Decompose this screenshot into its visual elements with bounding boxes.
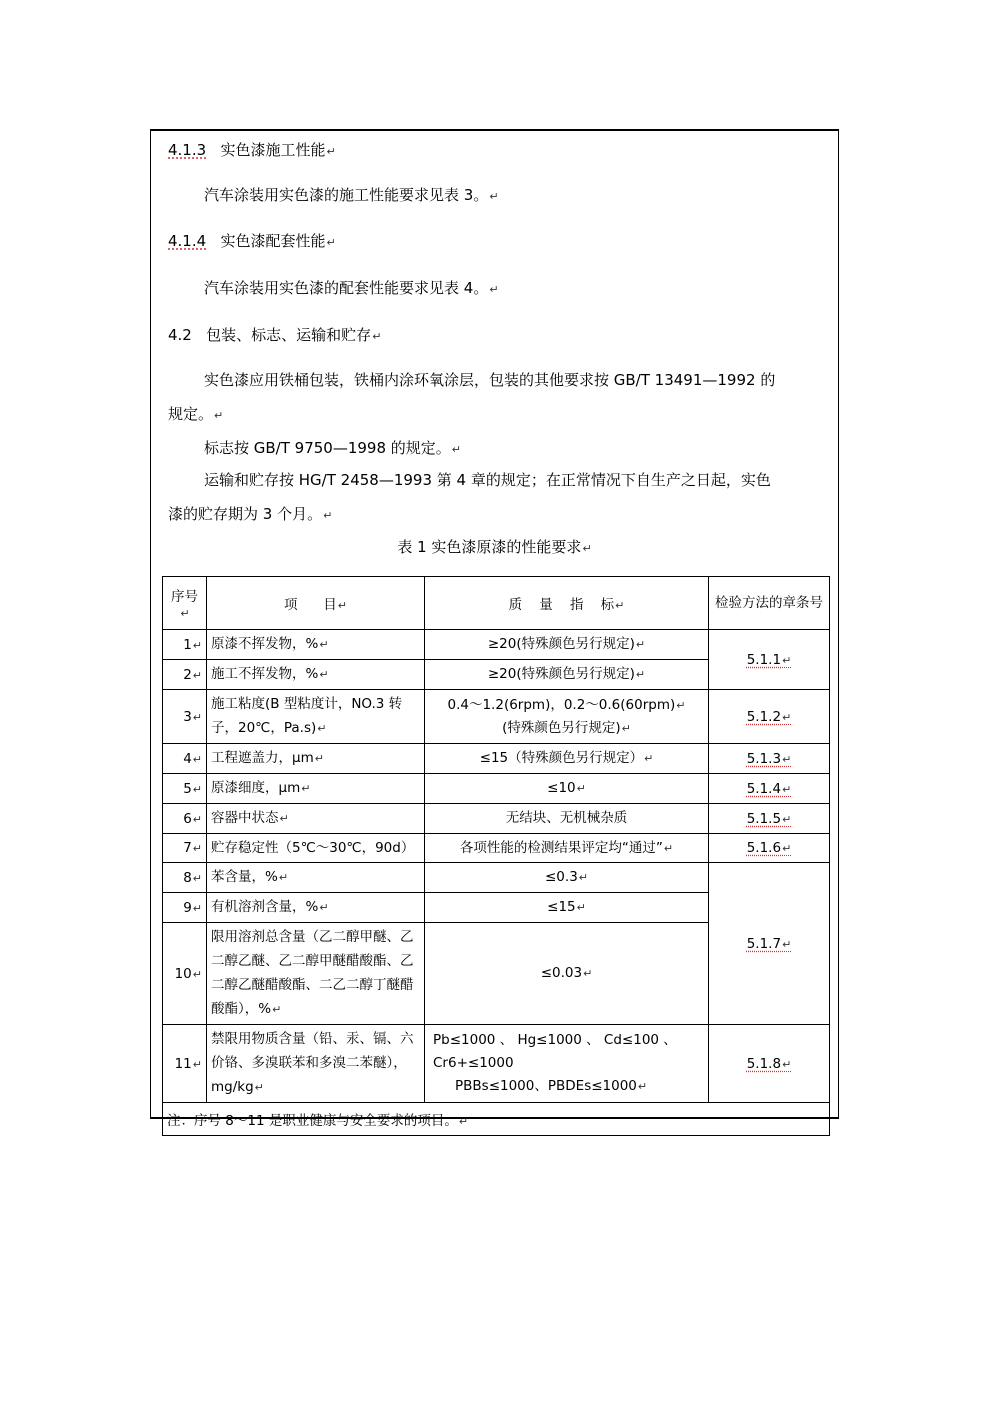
section-4-1-3-heading: 4.1.3 实色漆施工性能↵ — [168, 141, 336, 159]
paragraph-packaging: 实色漆应用铁桶包装，铁桶内涂环氧涂层，包装的其他要求按 GB/T 13491—1992 的 — [204, 371, 776, 389]
table-row: 11↵ 禁限用物质含量（铅、汞、镉、六价铬、多溴联苯和多溴二苯醚），mg/kg↵ Pb≤1000 、 Hg≤1000 、 Cd≤100 、 Cr6+≤1000 PBBs≤1000、PBDEs≤1000↵ 5.1.8↵ — [163, 1025, 830, 1103]
table-row: 3↵ 施工粘度(B 型粘度计，NO.3 转子，20℃，Pa.s)↵ 0.4～1.2(6rpm)，0.2～0.6(60rpm)↵ (特殊颜色另行规定)↵ 5.1.2↵ — [163, 690, 830, 744]
table-row: 1↵ 原漆不挥发物，%↵ ≥20(特殊颜色另行规定)↵ 5.1.1↵ — [163, 630, 830, 660]
table-note: 注：序号 8～11 是职业健康与安全要求的项目。↵ — [163, 1103, 830, 1136]
table-row: 5↵ 原漆细度，μm↵ ≤10↵ 5.1.4↵ — [163, 774, 830, 804]
header-no: 序号↵ — [163, 577, 207, 630]
table-row: 9↵ 有机溶剂含量，%↵ ≤15↵ — [163, 893, 830, 923]
table-note-row — [163, 1103, 830, 1136]
table-row: 7↵ 贮存稳定性（5℃～30℃，90d） 各项性能的检测结果评定均“通过”↵ 5.1.6↵ — [163, 834, 830, 863]
paragraph-marking: 标志按 GB/T 9750—1998 的规定。↵ — [204, 439, 462, 457]
table-row: 6↵ 容器中状态↵ 无结块、无机械杂质 5.1.5↵ — [163, 804, 830, 834]
header-quality: 质 量 指 标↵ — [425, 577, 709, 630]
paragraph-packaging-cont: 规定。↵ — [168, 405, 224, 423]
paragraph-matching: 汽车涂装用实色漆的配套性能要求见表 4。↵ — [204, 279, 499, 297]
section-4-2-heading: 4.2 包装、标志、运输和贮存↵ — [168, 326, 382, 344]
header-item: 项 目↵ — [207, 577, 425, 630]
header-method: 检验方法的章条号 — [709, 577, 830, 630]
requirements-table — [162, 576, 830, 1136]
section-4-1-4-heading: 4.1.4 实色漆配套性能↵ — [168, 232, 336, 250]
table-caption: 表 1 实色漆原漆的性能要求↵ — [397, 538, 592, 556]
paragraph-construction: 汽车涂装用实色漆的施工性能要求见表 3。↵ — [204, 186, 499, 204]
paragraph-transport: 运输和贮存按 HG/T 2458—1993 第 4 章的规定；在正常情况下自生产之日起，实色 — [204, 471, 771, 489]
table-row: 4↵ 工程遮盖力，μm↵ ≤15（特殊颜色另行规定）↵ 5.1.3↵ — [163, 744, 830, 774]
table-header-row — [163, 577, 830, 630]
table-row: 10↵ 限用溶剂总含量（乙二醇甲醚、乙二醇乙醚、乙二醇甲醚醋酸酯、乙二醇乙醚醋酸酯、二乙二醇丁醚醋酸酯），%↵ ≤0.03↵ — [163, 923, 830, 1025]
table-row: 8↵ 苯含量，%↵ ≤0.3↵ 5.1.7↵ — [163, 863, 830, 893]
paragraph-transport-cont: 漆的贮存期为 3 个月。↵ — [168, 505, 333, 523]
table-row: 2↵ 施工不挥发物，%↵ ≥20(特殊颜色另行规定)↵ — [163, 660, 830, 690]
